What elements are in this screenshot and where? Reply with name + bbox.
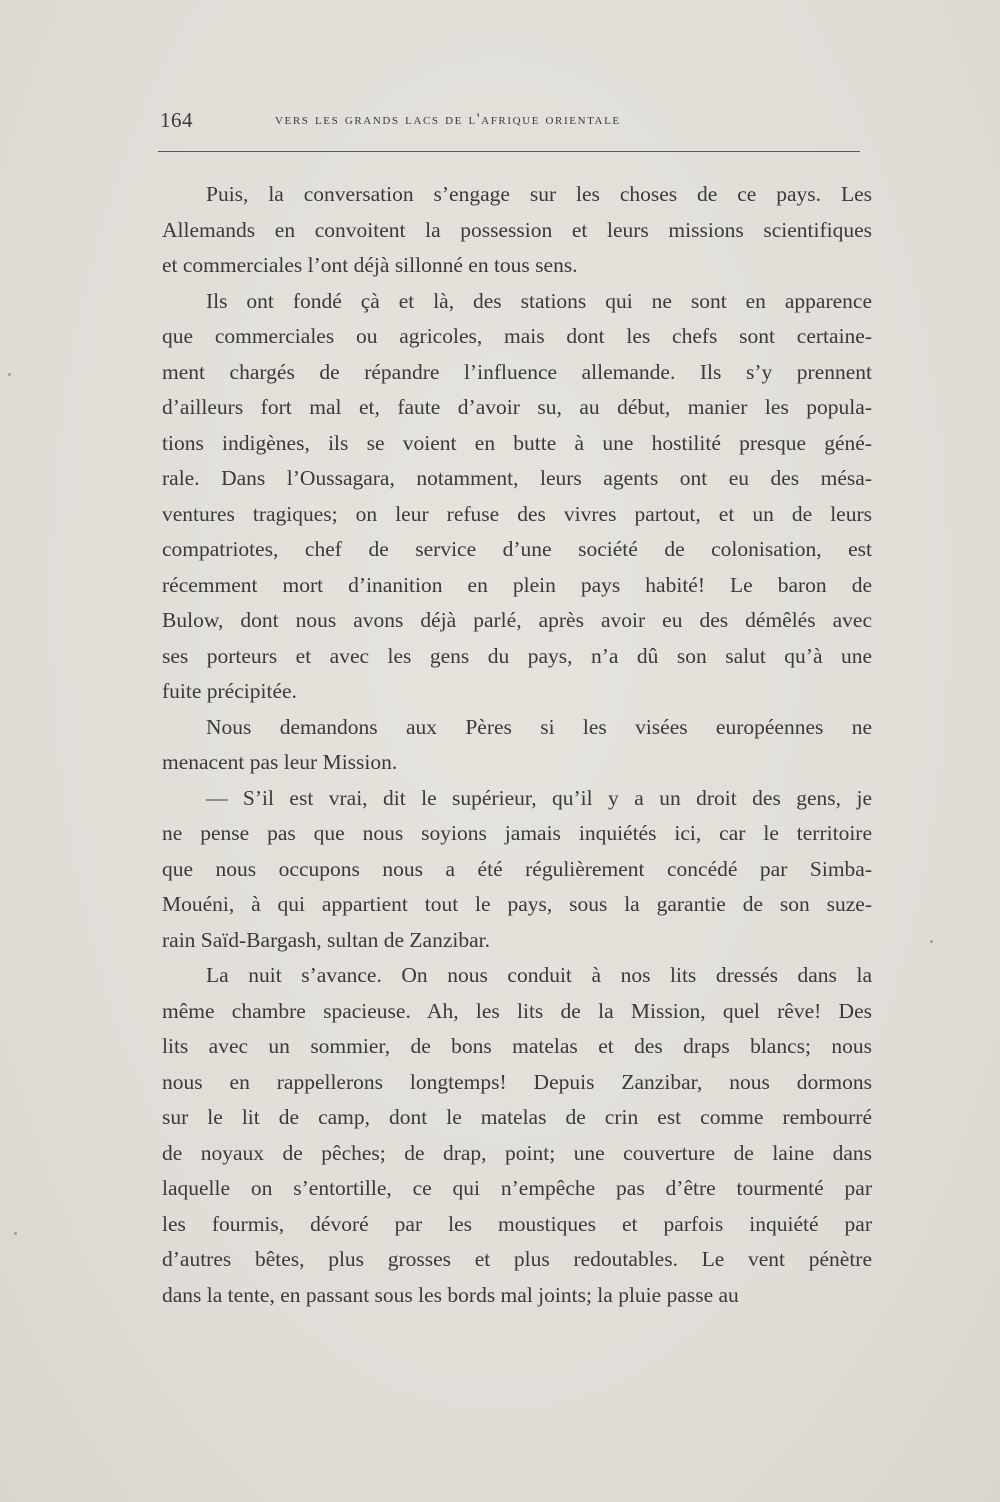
paragraph <box>162 958 872 1313</box>
text-line: récemment mort d’inanition en plein pays habité! Le baron de <box>162 572 872 597</box>
running-head <box>160 108 860 138</box>
text-line: laquelle on s’entortille, ce qui n’empêche pas d’être tourmenté par <box>162 1176 872 1200</box>
text-line: d’autres bêtes, plus grosses et plus redoutables. Le vent pénètre <box>162 1247 872 1271</box>
paragraph <box>162 177 872 284</box>
text-line: lits avec un sommier, de bons matelas et des draps blancs; nous <box>162 1034 872 1058</box>
body-text <box>162 177 872 1313</box>
text-line: de noyaux de pêches; de drap, point; une couverture de laine dans <box>162 1140 872 1165</box>
text-line: et commerciales l’ont déjà sillonné en tous sens. <box>162 253 578 277</box>
text-line: Nous demandons aux Pères si les visées européennes ne <box>206 714 872 739</box>
paragraph <box>162 710 872 781</box>
text-line: Puis, la conversation s’engage sur les choses de ce pays. Les <box>206 182 872 206</box>
text-line: nous en rappellerons longtemps! Depuis Zanzibar, nous dormons <box>162 1069 872 1094</box>
text-line: Ils ont fondé çà et là, des stations qui ne sont en apparence <box>206 288 872 313</box>
text-line: rale. Dans l’Oussagara, notamment, leurs agents ont eu des mésa- <box>162 466 872 490</box>
text-line: Mouéni, à qui appartient tout le pays, sous la garantie de son suze- <box>162 892 872 916</box>
running-title: vers les grands lacs de l'afrique orientale <box>275 111 621 128</box>
text-line: rain Saïd-Bargash, sultan de Zanzibar. <box>162 927 490 952</box>
text-line: compatriotes, chef de service d’une société de colonisation, est <box>162 537 872 561</box>
text-line: tions indigènes, ils se voient en butte à une hostilité presque géné- <box>162 430 872 455</box>
text-line: Allemands en convoitent la possession et leurs missions scientifiques <box>162 217 872 242</box>
text-line: d’ailleurs fort mal et, faute d’avoir su, au début, manier les popula- <box>162 395 872 419</box>
text-line: que nous occupons nous a été régulièrement concédé par Simba- <box>162 856 872 881</box>
text-line: dans la tente, en passant sous les bords mal joints; la pluie passe au <box>162 1282 739 1307</box>
text-line: ventures tragiques; on leur refuse des vivres partout, et un de leurs <box>162 501 872 526</box>
paragraph <box>162 284 872 710</box>
text-line: — S’il est vrai, dit le supérieur, qu’il y a un droit des gens, je <box>206 785 872 810</box>
text-line: fuite précipitée. <box>162 679 297 703</box>
paragraph <box>162 781 872 959</box>
paper-speck <box>930 940 933 943</box>
paper-speck <box>14 1232 17 1235</box>
text-line: La nuit s’avance. On nous conduit à nos lits dressés dans la <box>206 963 872 987</box>
text-line: ses porteurs et avec les gens du pays, n’a dû son salut qu’à une <box>162 643 872 668</box>
header-rule <box>158 151 860 152</box>
text-line: menacent pas leur Mission. <box>162 750 398 774</box>
paper-speck <box>8 373 11 376</box>
text-line: Bulow, dont nous avons déjà parlé, après avoir eu des démêlés avec <box>162 608 872 632</box>
text-line: ne pense pas que nous soyions jamais inquiétés ici, car le territoire <box>162 821 872 845</box>
text-line: même chambre spacieuse. Ah, les lits de la Mission, quel rêve! Des <box>162 998 872 1023</box>
page-number: 164 <box>160 108 193 132</box>
text-line: les fourmis, dévoré par les moustiques et parfois inquiété par <box>162 1211 872 1236</box>
text-line: ment chargés de répandre l’influence allemande. Ils s’y prennent <box>162 359 872 384</box>
text-line: que commerciales ou agricoles, mais dont les chefs sont certaine- <box>162 324 872 348</box>
text-line: sur le lit de camp, dont le matelas de crin est comme rembourré <box>162 1105 872 1129</box>
